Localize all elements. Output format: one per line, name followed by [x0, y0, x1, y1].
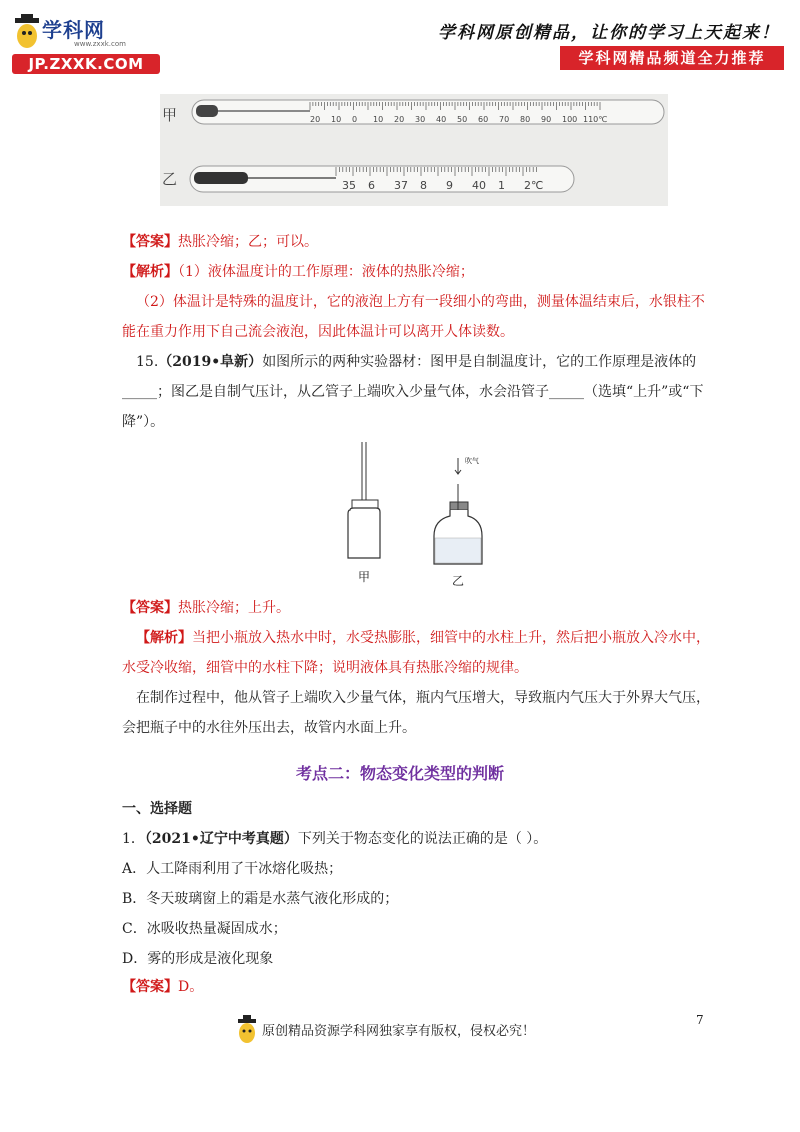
mascot-icon	[12, 14, 42, 52]
label-jia: 甲	[162, 106, 178, 124]
q15-stem-l2: _____；图乙是自制气压计，从乙管子上端吹入少量气体，水会沿管子_____（选填“上升”或“下	[122, 384, 704, 400]
label-yi: 乙	[162, 170, 178, 188]
q14-analysis-l2: （2）体温计是特殊的温度计，它的液泡上方有一段细小的弯曲，测量体温结束后，水银柱不	[136, 294, 705, 310]
bottom-scale-label: 2℃	[524, 179, 544, 192]
q15-analysis-l3: 在制作过程中，他从管子上端吹入少量气体，瓶内气压增大，导致瓶内气压大于外界大气压，	[136, 690, 710, 706]
top-scale-label: 50	[457, 115, 468, 124]
q1-option-a: A．人工降雨利用了干冰熔化吸热；	[122, 861, 343, 877]
top-scale-label: 110℃	[583, 115, 608, 124]
q15-analysis-l4: 会把瓶子中的水往外压出去，故管内水面上升。	[122, 720, 416, 736]
top-scale-label: 20	[394, 115, 405, 124]
bottom-scale-label: 40	[472, 179, 486, 192]
bottom-scale-label: 1	[498, 179, 505, 192]
logo-domain: www.zxxk.com	[74, 40, 126, 48]
bottom-scale-label: 37	[394, 179, 408, 192]
footer-copyright: 原创精品资源学科网独家享有版权，侵权必究！	[262, 1024, 536, 1039]
top-scale-label: 100	[562, 115, 578, 124]
q15-stem-l3: 降”）。	[122, 414, 165, 430]
q15-figure	[330, 440, 500, 590]
blow-label: 吹气	[465, 457, 479, 465]
q15-analysis-l2: 水受冷收缩，细管中的水柱下降；说明液体具有热胀冷缩的规律。	[122, 660, 528, 676]
q15-analysis-l1: 【解析】当把小瓶放入热水中时，水受热膨胀，细管中的水柱上升，然后把小瓶放入冷水中，	[136, 630, 710, 646]
q1-answer: 【答案】D。	[122, 979, 204, 995]
bottom-scale-label: 8	[420, 179, 427, 192]
top-scale-label: 60	[478, 115, 489, 124]
bottom-scale-label: 9	[446, 179, 453, 192]
footer-mascot-icon	[236, 1014, 258, 1046]
q14-analysis-l1: 【解析】（1）液体温度计的工作原理：液体的热胀冷缩；	[122, 264, 474, 280]
part-heading: 一、选择题	[122, 801, 192, 817]
thermometer-photo	[160, 94, 668, 206]
top-scale-label: 80	[520, 115, 531, 124]
channel-banner: 学科网精品频道全力推荐	[560, 46, 784, 70]
site-logo	[12, 14, 162, 74]
logo-site: JP.ZXXK.COM	[12, 54, 160, 74]
q15-answer: 【答案】热胀冷缩；上升。	[122, 600, 290, 616]
top-scale-label: 90	[541, 115, 552, 124]
q14-answer: 【答案】热胀冷缩；乙；可以。	[122, 234, 318, 250]
q1-option-b: B．冬天玻璃窗上的霜是水蒸气液化形成的；	[122, 891, 399, 907]
top-scale-label: 20	[310, 115, 321, 124]
top-scale-label: 10	[331, 115, 342, 124]
thermometer-illustration	[160, 94, 668, 206]
top-scale-label: 0	[352, 115, 358, 124]
bottom-scale-label: 6	[368, 179, 375, 192]
top-scale-label: 70	[499, 115, 510, 124]
q1-stem: 1．（2021•辽宁中考真题）下列关于物态变化的说法正确的是（ ）。	[122, 831, 548, 847]
page-number: 7	[696, 1013, 704, 1027]
header-slogan: 学科网原创精品，让你的学习上天起来！	[438, 23, 780, 43]
top-scale-label: 10	[373, 115, 384, 124]
fig-label-jia: 甲	[358, 570, 371, 584]
q1-option-c: C．冰吸收热量凝固成水；	[122, 921, 287, 937]
q1-option-d: D．雾的形成是液化现象	[122, 951, 274, 967]
q14-analysis-l3: 能在重力作用下自己流会液泡，因此体温计可以离开人体读数。	[122, 324, 514, 340]
logo-name: 学科网	[42, 18, 105, 42]
bottom-scale-label: 35	[342, 179, 356, 192]
q15-stem-l1: 15.（2019•阜新）如图所示的两种实验器材：图甲是自制温度计，它的工作原理是液体的	[136, 354, 697, 370]
fig-label-yi: 乙	[452, 574, 465, 588]
top-scale-label: 30	[415, 115, 426, 124]
top-scale-label: 40	[436, 115, 447, 124]
section-heading: 考点二：物态变化类型的判断	[295, 764, 504, 783]
